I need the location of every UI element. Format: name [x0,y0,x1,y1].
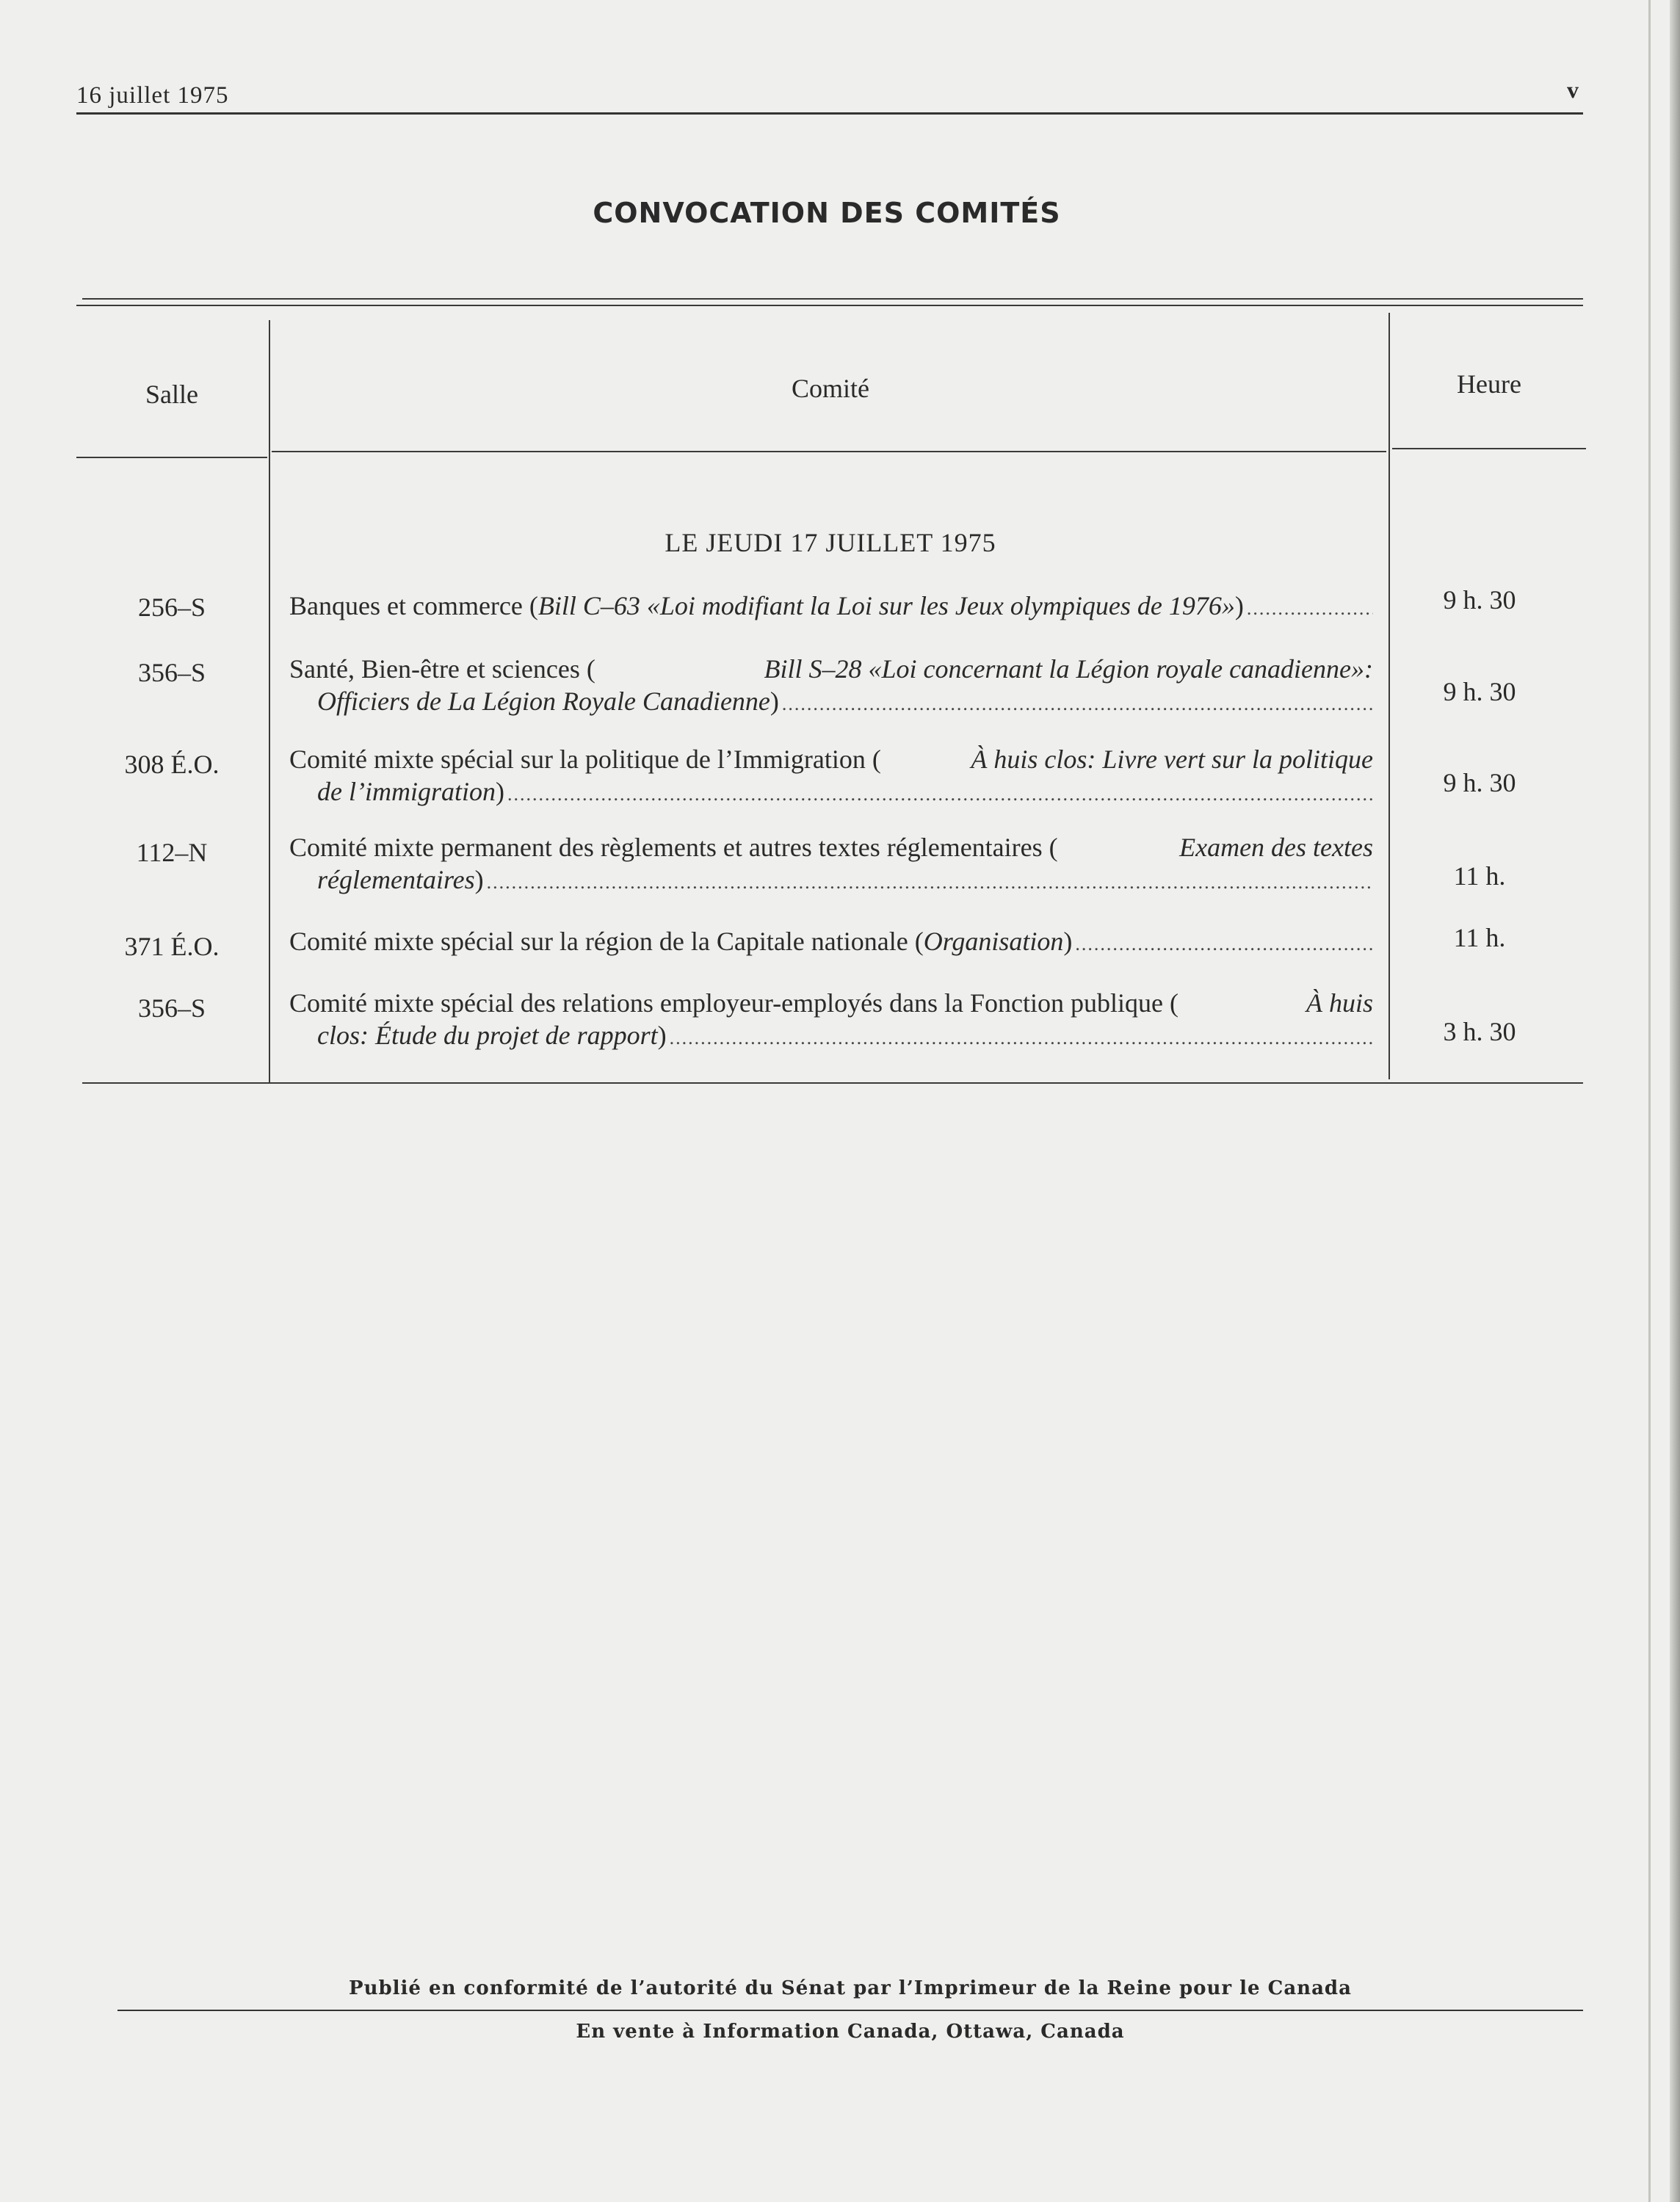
header-page-number: v [1567,76,1579,103]
date-heading: LE JEUDI 17 JUILLET 1975 [665,528,996,557]
table-row-committee [289,653,1373,720]
committee-name: Comité mixte spécial sur la région de la Capitale nationale ( [289,927,924,956]
committee-subject-cont: réglementaires [317,865,475,894]
leader-dots [670,1022,1373,1054]
leader-dots [1075,928,1373,960]
column-header-room: Salle [145,380,198,409]
column-header-time: Heure [1457,369,1521,399]
committee-name: Comité mixte permanent des règlements et autres textes réglementaires ( [289,833,1058,862]
committee-close-paren: ) [1063,927,1073,956]
committee-close-paren: ) [495,777,504,806]
leader-dots [487,866,1373,899]
table-row-time: 11 h. [1453,861,1506,891]
committee-subject: À huis [1306,988,1373,1018]
column-header-committee: Comité [792,374,869,403]
table-header-rule-3 [1392,448,1586,449]
committee-name: Santé, Bien-être et sciences ( [289,654,595,684]
table-row-committee [289,590,1373,625]
footer-sales-note: En vente à Information Canada, Ottawa, Canada [576,2021,1125,2043]
committee-subject-cont: clos: Étude du projet de rapport [317,1021,658,1050]
table-row-room: 356–S [137,658,206,687]
committee-close-paren: ) [770,687,779,716]
committee-subject-cont: de l’immigration [317,777,496,806]
leader-dots [1247,593,1373,625]
table-row-committee [289,925,1373,960]
table-row-time: 11 h. [1453,923,1506,952]
table-row-room: 308 É.O. [124,750,220,779]
table-row-room: 112–N [136,838,208,867]
table-bottom-rule [82,1082,1583,1084]
table-row-time: 3 h. 30 [1443,1017,1516,1046]
page-title: CONVOCATION DES COMITÉS [593,197,1061,229]
leader-dots [782,688,1373,720]
table-col-divider-1 [269,320,270,1084]
committee-name: Banques et commerce ( [289,591,538,620]
committee-close-paren: ) [657,1021,667,1050]
table-row-committee [289,743,1373,811]
committee-subject: Bill S–28 «Loi concernant la Légion royale canadienne»: [764,654,1373,684]
committee-subject-cont: Officiers de La Légion Royale Canadienne [317,687,770,716]
table-row-committee [289,831,1373,899]
table-top-rule [82,298,1583,300]
table-row-room: 356–S [137,993,206,1023]
committee-subject: Bill C–63 «Loi modifiant la Loi sur les Jeux olympiques de 1976» [537,591,1235,620]
footer-publisher-note: Publié en conformité de l’autorité du Sénat par l’Imprimeur de la Reine pour le Canada [349,1977,1352,1999]
committee-subject: Examen des textes [1179,833,1373,862]
table-header-rule-2 [272,451,1386,452]
table-row-time: 9 h. 30 [1443,585,1516,615]
table-row-time: 9 h. 30 [1443,768,1516,797]
table-top-rule-2 [76,305,1583,306]
table-header-rule-1 [76,457,267,458]
header-date: 16 juillet 1975 [76,82,229,109]
table-col-divider-2 [1388,313,1390,1079]
table-row-room: 371 É.O. [124,932,220,961]
page-edge [1670,0,1680,2202]
leader-dots [507,778,1373,811]
header-rule [76,112,1583,115]
table-row-room: 256–S [137,593,206,622]
footer-rule [117,2010,1583,2011]
committee-close-paren: ) [1234,591,1244,620]
committee-close-paren: ) [474,865,484,894]
table-row-time: 9 h. 30 [1443,677,1516,706]
committee-subject: À huis clos: Livre vert sur la politique [971,745,1373,774]
committee-name: Comité mixte spécial des relations employeur-employés dans la Fonction publique ( [289,988,1179,1018]
table-row-committee [289,987,1373,1054]
committee-name: Comité mixte spécial sur la politique de l’Immigration ( [289,745,881,774]
page-edge-shadow [1648,0,1651,2202]
committee-subject: Organisation [923,927,1064,956]
